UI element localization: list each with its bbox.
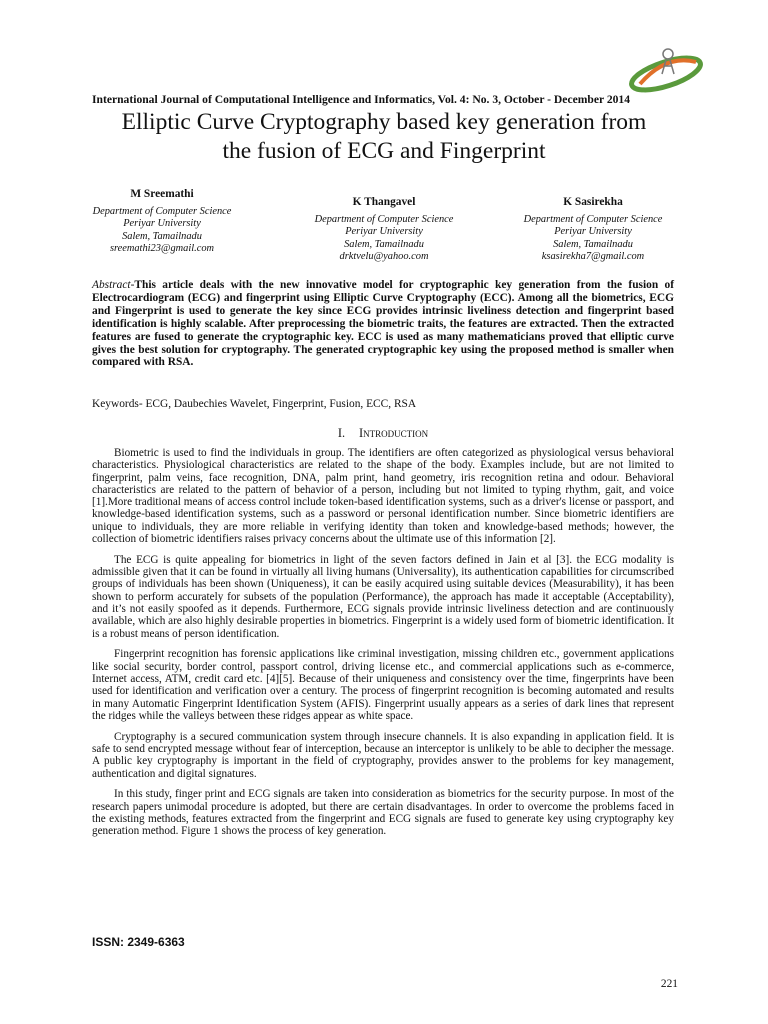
author-city: Salem, Tamailnadu <box>122 230 202 242</box>
paragraph: Cryptography is a secured communication system through insecure channels. It is also expanding in application field. It is safe to send encrypted message without fear of interception, because an interceptor is unlikely to be able to decipher the message. A public key cryptography is important in the field of cryptography, provides answer to the problems for key management, authentication and digital signatures. <box>92 730 674 780</box>
author-city: Salem, Tamailnadu <box>553 238 633 250</box>
author-name: K Sasirekha <box>563 196 623 208</box>
author-email[interactable]: sreemathi23@gmail.com <box>109 243 215 254</box>
paper-title <box>70 108 698 166</box>
paragraph: Fingerprint recognition has forensic applications like criminal investigation, missing children etc., government applications like social security, border control, passport control, driving license etc., and commercial applications such as e-commerce, Internet access, ATM, credit card etc. [4][5]. Because of their uniqueness and consistency over the time, fingerprints have been used for identification and verification over a century. The process of fingerprint recognition is becoming automated and results in many Automatic Fingerprint Identification System (AFIS). Fingerprint usually appears as a series of dark lines that represent the ridges while the valleys between these ridges appear as white space. <box>92 648 674 722</box>
abstract <box>92 279 674 369</box>
page-number: 221 <box>660 978 678 990</box>
author-university: Periyar University <box>123 218 201 229</box>
section-number: I. <box>337 426 346 440</box>
issn: ISSN: 2349-6363 <box>92 935 185 949</box>
author-department: Department of Computer Science <box>523 213 663 225</box>
abstract-text: This article deals with the new innovative model for cryptographic key generation from the fusion of Electrocardiogram (ECG) and fingerprint using Elliptic Curve Cryptography (ECC). Among all the biometrics, ECG and Fingerprint is used to generate the key since ECG provides intrinsic liveliness detection and fingerprint based identification is highly scalable. After preprocessing the biometric traits, the features are extracted. Then the extracted features are fused to generate the cryptographic key. ECC is used as many mathematicians proved that elliptic curve gives the best solution for cryptography. The generated cryptographic key using the proposed method is smaller when compared with RSA. <box>92 279 674 369</box>
journal-logo-icon <box>622 40 712 96</box>
author-name: K Thangavel <box>352 196 416 208</box>
paragraph: The ECG is quite appealing for biometrics in light of the seven factors defined in Jain et al [3]. the ECG modality is admissible given that it can be found in virtually all living humans (Universality), its authentication capabilities for circumscribed groups of individuals has been shown (Uniqueness), it can be easily acquired using suitable devices (Measurability), it has been shown to perform accurately for subsets of the population (Performance), the approach has made it acceptable (Acceptability), and it’s not easily spoofed as it depends. Furthermore, ECG signals provide intrinsic liveliness detection and are continuously available, which are also highly desirable properties in biometrics. Fingerprint is a widely used form of biometric identification. It is a robust means of person identification. <box>92 553 674 640</box>
author-name: M Sreemathi <box>130 188 194 200</box>
keywords: Keywords- ECG, Daubechies Wavelet, Fingerprint, Fusion, ECC, RSA <box>92 398 417 410</box>
author-university: Periyar University <box>554 226 632 237</box>
author-block-2 <box>274 196 494 264</box>
author-city: Salem, Tamailnadu <box>344 238 424 250</box>
author-email[interactable]: ksasirekha7@gmail.com <box>541 251 645 262</box>
title-line-1: Elliptic Curve Cryptography based key generation from <box>121 109 647 135</box>
paragraph: In this study, finger print and ECG signals are taken into consideration as biometrics for the security purpose. In most of the research papers unimodal procedure is adopted, but there are certain disadvantages. In order to overcome the problems faced in the existing methods, features extracted from the fingerprint and ECG signals are fused to generate key using cryptography key generation method. Figure 1 shows the process of key generation. <box>92 788 674 838</box>
author-block-3 <box>483 196 703 264</box>
body-text <box>92 447 674 846</box>
title-line-2: the fusion of ECG and Fingerprint <box>222 138 546 164</box>
journal-header: International Journal of Computational Intelligence and Informatics, Vol. 4: No. 3, October - December 2014 <box>92 93 631 106</box>
section-title: Introduction <box>359 426 429 440</box>
author-department: Department of Computer Science <box>92 205 232 217</box>
author-email[interactable]: drktvelu@yahoo.com <box>339 251 429 262</box>
abstract-label: Abstract- <box>92 279 135 291</box>
author-block-1 <box>52 188 272 256</box>
section-heading <box>92 426 674 441</box>
paragraph: Biometric is used to find the individuals in group. The identifiers are often categorized as physiological versus behavioral characteristics. Physiological characteristics are related to the shape of the body. Examples include, but are not limited to fingerprint, palm veins, face recognition, DNA, palm print, hand geometry, iris recognition retina and odour. Behavioral characteristics are related to the pattern of behavior of a person, including but not limited to typing rhythm, gait, and voice [1].More traditional means of access control include token-based identification systems, such as a driver's license or passport, and knowledge-based identification systems, such as a password or personal identification number. Since biometric identifiers are unique to individuals, they are more reliable in verifying identity than token and knowledge-based methods; however, the collection of biometric identifiers raises privacy concerns about the ultimate use of this information [2]. <box>92 447 674 546</box>
author-department: Department of Computer Science <box>314 213 454 225</box>
author-university: Periyar University <box>345 226 423 237</box>
